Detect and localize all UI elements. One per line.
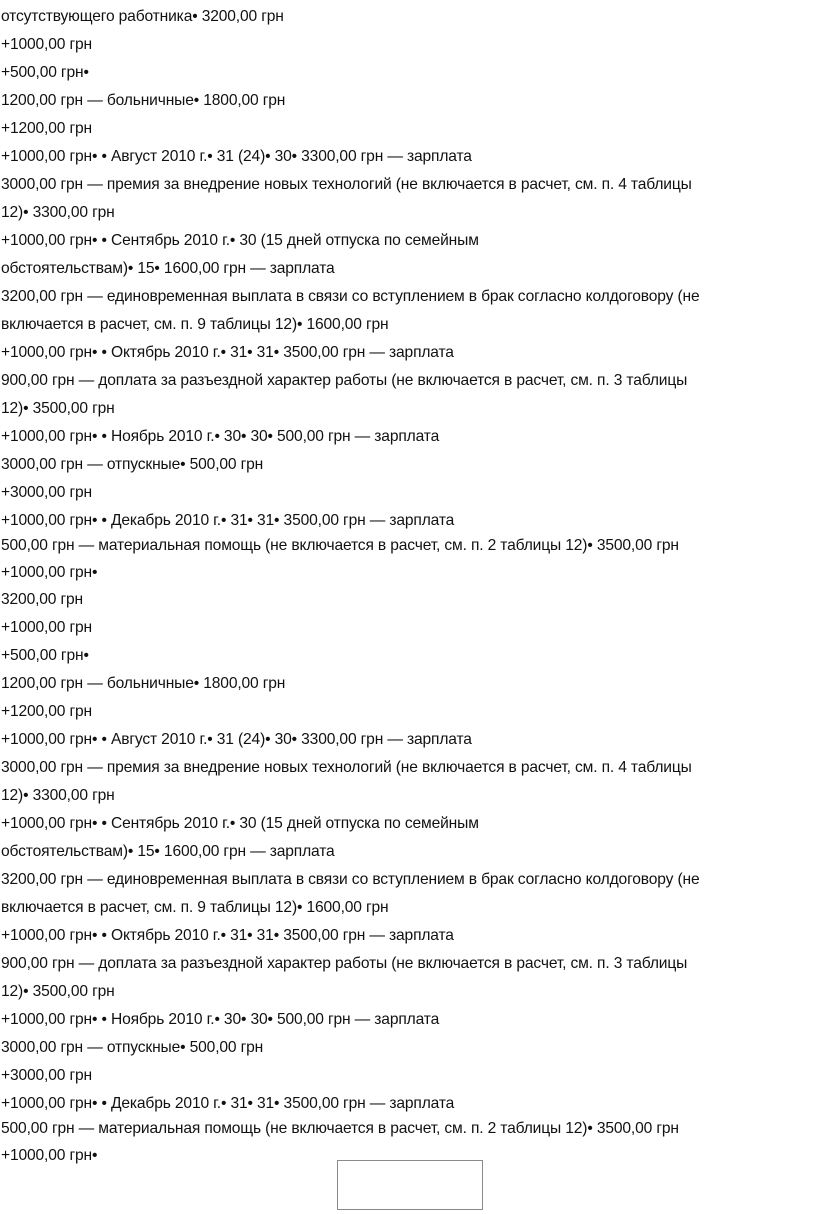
text-line: 3200,00 грн — единовременная выплата в связи со вступлением в брак согласно колдоговору (не [1, 871, 700, 888]
text-line: обстоятельствам)• 15• 1600,00 грн — зарплата [1, 260, 335, 277]
text-line: 3200,00 грн — единовременная выплата в связи со вступлением в брак согласно колдоговору (не [1, 288, 700, 305]
text-line: 900,00 грн — доплата за разъездной характер работы (не включается в расчет, см. п. 3 таблицы [1, 955, 688, 972]
text-line: 3000,00 грн — отпускные• 500,00 грн [1, 1039, 264, 1056]
text-line: 3000,00 грн — премия за внедрение новых технологий (не включается в расчет, см. п. 4 таблицы [1, 759, 692, 776]
text-line: 12)• 3300,00 грн [1, 204, 115, 221]
text-line: +1000,00 грн [1, 619, 92, 636]
text-line: 500,00 грн — материальная помощь (не включается в расчет, см. п. 2 таблицы 12)• 3500,00 грн [1, 537, 679, 554]
text-line: 500,00 грн — материальная помощь (не включается в расчет, см. п. 2 таблицы 12)• 3500,00 грн [1, 1120, 679, 1137]
text-line: обстоятельствам)• 15• 1600,00 грн — зарплата [1, 843, 335, 860]
text-line: включается в расчет, см. п. 9 таблицы 12)• 1600,00 грн [1, 316, 389, 333]
text-line: +1000,00 грн [1, 36, 92, 53]
text-line: +1000,00 грн• [1, 1147, 98, 1164]
text-line: +3000,00 грн [1, 1067, 92, 1084]
text-line: 12)• 3500,00 грн [1, 400, 115, 417]
text-line: +500,00 грн• [1, 647, 89, 664]
text-line: +1000,00 грн• • Октябрь 2010 г.• 31• 31• 3500,00 грн — зарплата [1, 344, 454, 361]
text-line: 3000,00 грн — отпускные• 500,00 грн [1, 456, 264, 473]
empty-box [337, 1160, 483, 1210]
text-line: +1000,00 грн• [1, 564, 98, 581]
text-line: включается в расчет, см. п. 9 таблицы 12)• 1600,00 грн [1, 899, 389, 916]
text-line: +1000,00 грн• • Август 2010 г.• 31 (24)• 30• 3300,00 грн — зарплата [1, 148, 472, 165]
text-line: 3000,00 грн — премия за внедрение новых технологий (не включается в расчет, см. п. 4 таблицы [1, 176, 692, 193]
text-line: +500,00 грн• [1, 64, 89, 81]
text-line: 12)• 3500,00 грн [1, 983, 115, 1000]
text-line: +1000,00 грн• • Сентябрь 2010 г.• 30 (15 дней отпуска по семейным [1, 232, 479, 249]
document-body [1, 3, 815, 1169]
text-line: 900,00 грн — доплата за разъездной характер работы (не включается в расчет, см. п. 3 таблицы [1, 372, 688, 389]
text-line: +1000,00 грн• • Сентябрь 2010 г.• 30 (15 дней отпуска по семейным [1, 815, 479, 832]
text-line: +1200,00 грн [1, 120, 92, 137]
text-line: +1000,00 грн• • Ноябрь 2010 г.• 30• 30• 500,00 грн — зарплата [1, 1011, 440, 1028]
text-line: +1000,00 грн• • Август 2010 г.• 31 (24)• 30• 3300,00 грн — зарплата [1, 731, 472, 748]
text-line: +1000,00 грн• • Октябрь 2010 г.• 31• 31• 3500,00 грн — зарплата [1, 927, 454, 944]
text-line: 12)• 3300,00 грн [1, 787, 115, 804]
text-line: +1000,00 грн• • Декабрь 2010 г.• 31• 31• 3500,00 грн — зарплата [1, 1095, 455, 1112]
text-line: 1200,00 грн — больничные• 1800,00 грн [1, 92, 286, 109]
text-line: +1000,00 грн• • Декабрь 2010 г.• 31• 31• 3500,00 грн — зарплата [1, 512, 455, 529]
text-line: +3000,00 грн [1, 484, 92, 501]
text-line: +1200,00 грн [1, 703, 92, 720]
text-line: +1000,00 грн• • Ноябрь 2010 г.• 30• 30• 500,00 грн — зарплата [1, 428, 440, 445]
text-line: 1200,00 грн — больничные• 1800,00 грн [1, 675, 286, 692]
text-line: 3200,00 грн [1, 591, 84, 608]
text-line: отсутствующего работника• 3200,00 грн [1, 8, 284, 25]
